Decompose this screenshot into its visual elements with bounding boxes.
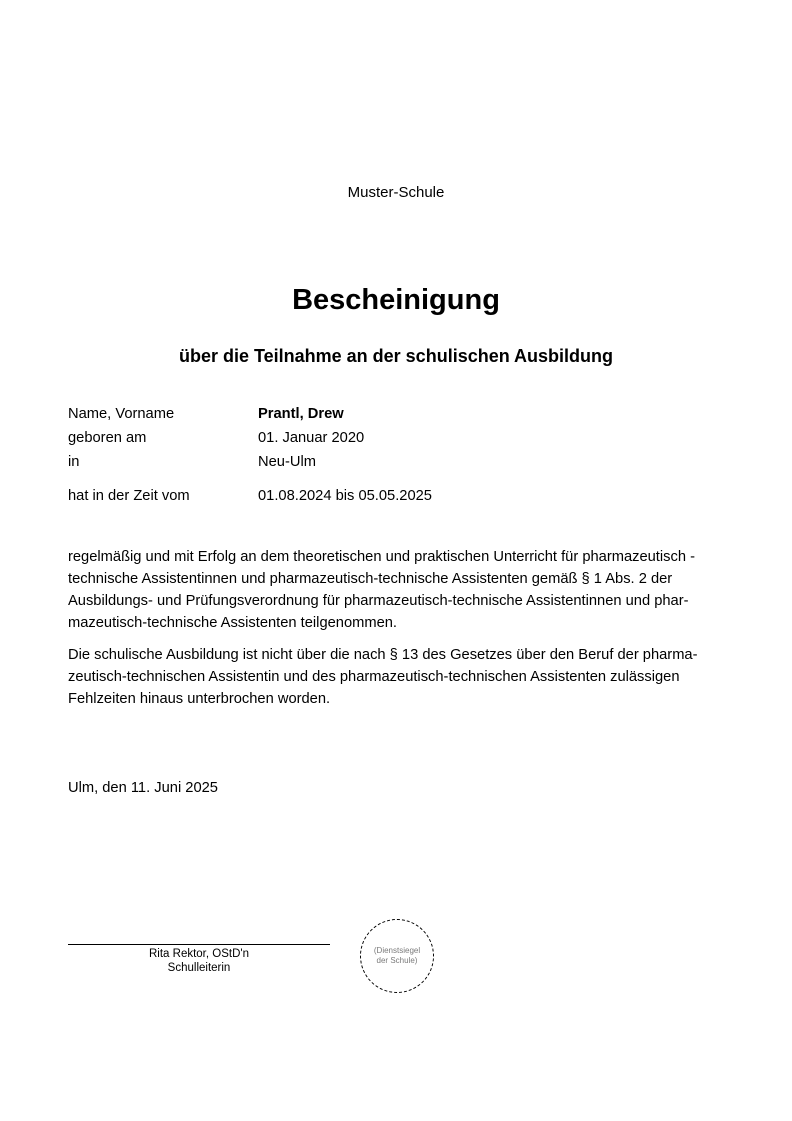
seal-label-line1: (Dienstsiegel <box>373 946 421 955</box>
detail-label-birthplace: in <box>68 454 80 470</box>
place-date-line: Ulm, den 11. Juni 2025 <box>68 780 218 796</box>
personal-details <box>68 402 432 508</box>
detail-value-period: 01.08.2024 bis 05.05.2025 <box>258 488 432 504</box>
paragraph-participation <box>68 546 695 634</box>
detail-label-birthdate: geboren am <box>68 430 147 446</box>
body-line: Die schulische Ausbildung ist nicht über die nach § 13 des Gesetzes über den Beruf der pharma- <box>68 647 698 663</box>
detail-row-name <box>68 402 432 426</box>
body-line: Fehlzeiten hinaus unterbrochen worden. <box>68 691 331 707</box>
signatory-title: Schulleiterin <box>167 961 231 974</box>
school-name: Muster-Schule <box>347 184 445 201</box>
document-title: Bescheinigung <box>292 284 500 316</box>
body-line: regelmäßig und mit Erfolg an dem theoretischen und praktischen Unterricht für pharmazeutisch - <box>68 549 695 565</box>
detail-row-birthdate <box>68 426 432 450</box>
detail-row-birthplace <box>68 450 432 474</box>
body-line: mazeutisch-technische Assistenten teilgenommen. <box>68 615 398 631</box>
official-seal-placeholder <box>360 919 434 993</box>
detail-spacer <box>68 474 432 484</box>
detail-value-birthplace: Neu-Ulm <box>258 454 316 470</box>
seal-label-line2: der Schule) <box>376 956 418 965</box>
body-line: zeutisch-technischen Assistentin und des pharmazeutisch-technischen Assistenten zulässigen <box>68 669 680 685</box>
detail-row-period <box>68 484 432 508</box>
detail-label-name: Name, Vorname <box>68 406 175 422</box>
signature-block <box>68 944 330 975</box>
paragraph-absences <box>68 644 697 710</box>
body-line: technische Assistentinnen und pharmazeutisch-technische Assistenten gemäß § 1 Abs. 2 der <box>68 571 673 587</box>
signatory-name: Rita Rektor, OStD'n <box>149 948 249 960</box>
detail-label-period: hat in der Zeit vom <box>68 488 190 504</box>
document-subtitle: über die Teilnahme an der schulischen Ausbildung <box>178 346 614 366</box>
detail-value-name: Prantl, Drew <box>258 406 344 422</box>
detail-value-birthdate: 01. Januar 2020 <box>258 430 365 446</box>
body-line: Ausbildungs- und Prüfungsverordnung für pharmazeutisch-technische Assistentinnen und phar- <box>68 593 689 609</box>
